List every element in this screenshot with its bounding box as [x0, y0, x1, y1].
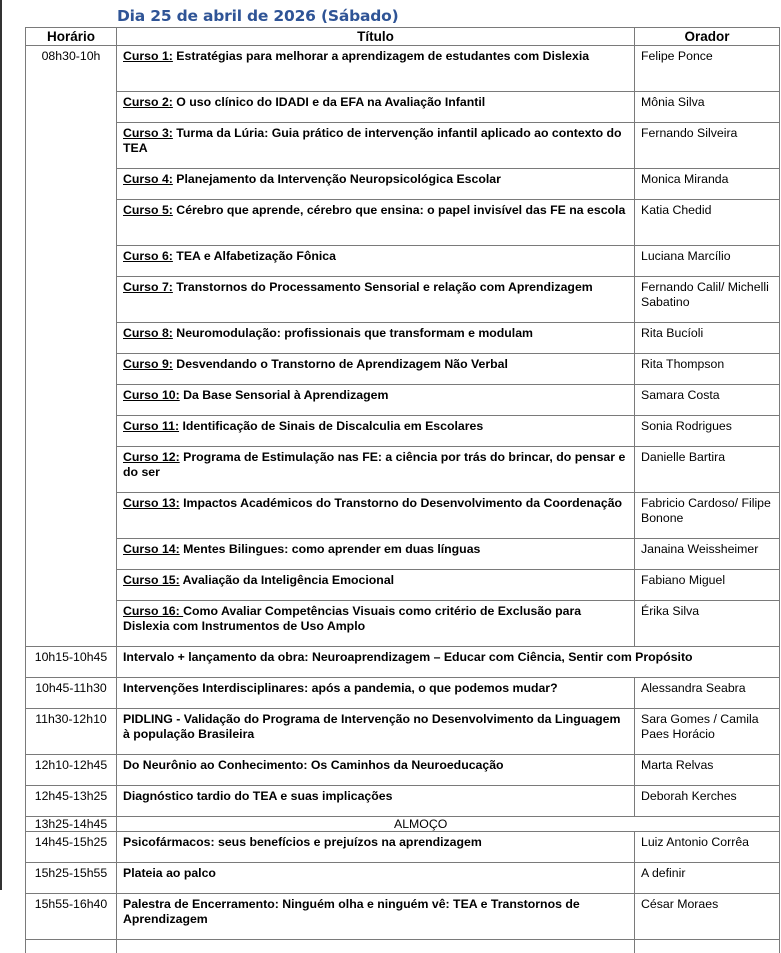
intermission-time: 10h15-10h45 [26, 647, 117, 678]
session-row [26, 894, 780, 940]
course-label: Curso 6: [123, 249, 173, 263]
session-row [26, 786, 780, 817]
course-title: Mentes Bilingues: como aprender em duas línguas [180, 542, 481, 556]
course-row [26, 447, 780, 493]
session-title: Plateia ao palco [117, 863, 635, 894]
course-title: Planejamento da Intervenção Neuropsicológica Escolar [173, 172, 501, 186]
course-label: Curso 14: [123, 542, 180, 556]
course-speaker: Katia Chedid [635, 200, 780, 246]
intermission-title: Intervalo + lançamento da obra: Neuroaprendizagem – Educar com Ciência, Sentir com Propósito [117, 647, 780, 678]
course-title-cell [117, 601, 635, 647]
course-speaker: Samara Costa [635, 385, 780, 416]
session-time: 12h45-13h25 [26, 786, 117, 817]
header-title: Título [117, 28, 635, 46]
course-row [26, 277, 780, 323]
course-speaker: Fabiano Miguel [635, 570, 780, 601]
course-row [26, 46, 780, 92]
course-label: Curso 10: [123, 388, 180, 402]
course-title-cell [117, 246, 635, 277]
course-title-cell [117, 539, 635, 570]
course-label: Curso 11: [123, 419, 179, 433]
course-row [26, 169, 780, 200]
course-title: Turma da Lúria: Guia prático de intervenção infantil aplicado ao contexto do TEA [123, 126, 622, 155]
schedule-table [25, 27, 780, 953]
course-title: O uso clínico do IDADI e da EFA na Avaliação Infantil [173, 95, 485, 109]
course-title-cell [117, 123, 635, 169]
course-row [26, 323, 780, 354]
course-speaker: Fernando Silveira [635, 123, 780, 169]
lunch-row [26, 817, 780, 832]
course-label: Curso 4: [123, 172, 173, 186]
course-speaker: Janaina Weissheimer [635, 539, 780, 570]
intermission-row [26, 647, 780, 678]
course-title: Estratégias para melhorar a aprendizagem de estudantes com Dislexia [173, 49, 589, 63]
session-time: 11h30-12h10 [26, 709, 117, 755]
course-title: Avaliação da Inteligência Emocional [180, 573, 394, 587]
course-label: Curso 12: [123, 450, 180, 464]
course-title: Neuromodulação: profissionais que transformam e modulam [173, 326, 533, 340]
session-time: 12h10-12h45 [26, 755, 117, 786]
course-label: Curso 3: [123, 126, 173, 140]
course-title-cell [117, 92, 635, 123]
course-title-cell [117, 323, 635, 354]
course-title-cell [117, 169, 635, 200]
course-speaker: Danielle Bartira [635, 447, 780, 493]
header-row [26, 28, 780, 46]
course-title: Transtornos do Processamento Sensorial e relação com Aprendizagem [173, 280, 593, 294]
course-title: Desvendando o Transtorno de Aprendizagem Não Verbal [173, 357, 508, 371]
course-speaker: Rita Bucíoli [635, 323, 780, 354]
course-title-cell [117, 354, 635, 385]
course-speaker: Sonia Rodrigues [635, 416, 780, 447]
session-time: 15h25-15h55 [26, 863, 117, 894]
course-label: Curso 13: [123, 496, 180, 510]
course-speaker: Fernando Calil/ Michelli Sabatino [635, 277, 780, 323]
session-row [26, 863, 780, 894]
course-title: TEA e Alfabetização Fônica [173, 249, 336, 263]
empty-cell [26, 940, 117, 953]
course-speaker: Érika Silva [635, 601, 780, 647]
course-row [26, 92, 780, 123]
session-row [26, 709, 780, 755]
session-row [26, 832, 780, 863]
session-speaker: Alessandra Seabra [635, 678, 780, 709]
trailing-row [26, 940, 780, 953]
course-label: Curso 15: [123, 573, 180, 587]
course-row [26, 416, 780, 447]
header-time: Horário [26, 28, 117, 46]
course-row [26, 601, 780, 647]
course-row [26, 246, 780, 277]
session-speaker: César Moraes [635, 894, 780, 940]
course-title: Identificação de Sinais de Discalculia em Escolares [179, 419, 483, 433]
course-speaker: Luciana Marcílio [635, 246, 780, 277]
course-row [26, 570, 780, 601]
course-label: Curso 7: [123, 280, 173, 294]
course-title: Programa de Estimulação nas FE: a ciência por trás do brincar, do pensar e do ser [123, 450, 625, 479]
session-title: Palestra de Encerramento: Ninguém olha e ninguém vê: TEA e Transtornos de Aprendizagem [117, 894, 635, 940]
course-label: Curso 1: [123, 49, 173, 63]
course-label: Curso 2: [123, 95, 173, 109]
session-time: 14h45-15h25 [26, 832, 117, 863]
session-title: Intervenções Interdisciplinares: após a pandemia, o que podemos mudar? [117, 678, 635, 709]
session-title: Do Neurônio ao Conhecimento: Os Caminhos da Neuroeducação [117, 755, 635, 786]
session-speaker: Sara Gomes / Camila Paes Horácio [635, 709, 780, 755]
course-speaker: Felipe Ponce [635, 46, 780, 92]
session-time: 10h45-11h30 [26, 678, 117, 709]
lunch-time: 13h25-14h45 [26, 817, 117, 832]
session-speaker: Luiz Antonio Corrêa [635, 832, 780, 863]
course-title-cell [117, 277, 635, 323]
session-speaker: Deborah Kerches [635, 786, 780, 817]
header-speaker: Orador [635, 28, 780, 46]
course-speaker: Fabricio Cardoso/ Filipe Bonone [635, 493, 780, 539]
course-title: Como Avaliar Competências Visuais como critério de Exclusão para Dislexia com Instrumentos de Uso Amplo [123, 604, 581, 633]
course-row [26, 123, 780, 169]
session-time: 15h55-16h40 [26, 894, 117, 940]
course-title-cell [117, 200, 635, 246]
course-row [26, 385, 780, 416]
course-title-cell [117, 447, 635, 493]
course-label: Curso 8: [123, 326, 173, 340]
course-title: Da Base Sensorial à Aprendizagem [180, 388, 389, 402]
course-speaker: Monica Miranda [635, 169, 780, 200]
course-title-cell [117, 493, 635, 539]
course-label: Curso 16: [123, 604, 183, 618]
course-row [26, 539, 780, 570]
course-title-cell [117, 416, 635, 447]
course-speaker: Rita Thompson [635, 354, 780, 385]
empty-cell [117, 940, 635, 953]
course-speaker: Mônia Silva [635, 92, 780, 123]
session-row [26, 755, 780, 786]
session-title: Psicofármacos: seus benefícios e prejuízos na aprendizagem [117, 832, 635, 863]
course-title-cell [117, 570, 635, 601]
page-edge-rule [0, 0, 2, 890]
course-title-cell [117, 385, 635, 416]
course-row [26, 493, 780, 539]
session-row [26, 678, 780, 709]
day-title: Dia 25 de abril de 2026 (Sábado) [117, 7, 398, 25]
course-title-cell [117, 46, 635, 92]
session-title: Diagnóstico tardio do TEA e suas implicações [117, 786, 635, 817]
course-title: Impactos Académicos do Transtorno do Desenvolvimento da Coordenação [180, 496, 622, 510]
course-label: Curso 9: [123, 357, 173, 371]
session-speaker: Marta Relvas [635, 755, 780, 786]
lunch-label: ALMOÇO [117, 817, 780, 832]
course-row [26, 200, 780, 246]
session-speaker: A definir [635, 863, 780, 894]
course-row [26, 354, 780, 385]
course-block-time: 08h30-10h [26, 46, 117, 647]
course-title: Cérebro que aprende, cérebro que ensina: o papel invisível das FE na escola [173, 203, 625, 217]
empty-cell [635, 940, 780, 953]
session-title: PIDLING - Validação do Programa de Intervenção no Desenvolvimento da Linguagem à população Brasileira [117, 709, 635, 755]
course-label: Curso 5: [123, 203, 173, 217]
